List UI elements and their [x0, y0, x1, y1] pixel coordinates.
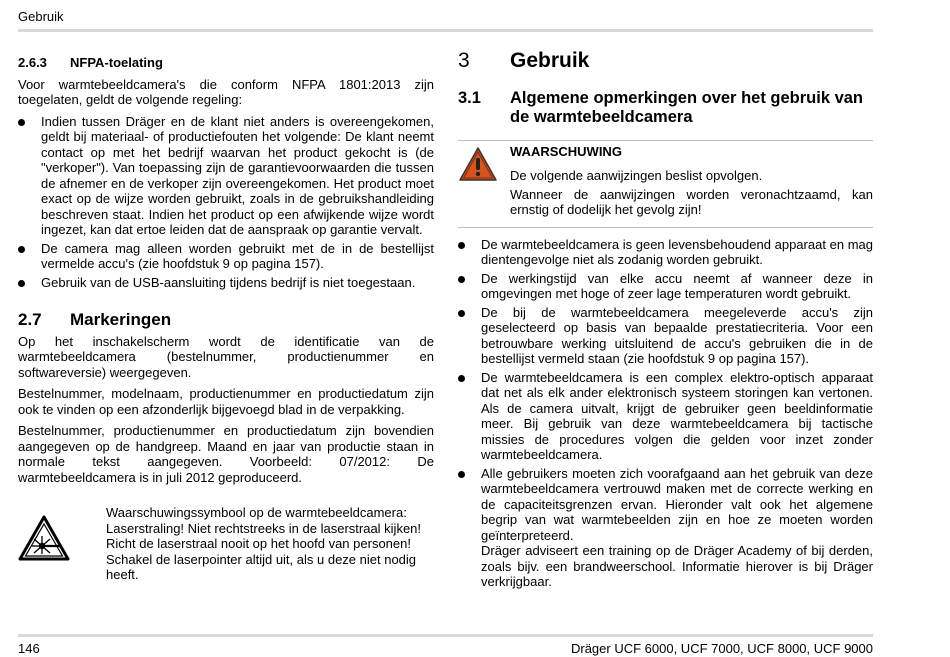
- section-number: 2.7: [18, 310, 42, 329]
- list-item: De camera mag alleen worden gebruikt met de in de bestellijst vermelde accu's (zie hoofdstuk 9 op pagina 157).: [18, 241, 434, 272]
- list-item: Indien tussen Dräger en de klant niet anders is overeengekomen, geldt bij materiaal- of productiefouten het volgende: De klant neemt contact op met het bedrijf waarvan het product gekocht is (de "verkoper"). Van toepassing zijn de garantievoorwaarden die tussen de afnemer en de verkoper zijn overeengekomen. Het product moet exact op de wijze worden gebruikt, zoals in de gebruikshandleiding beschreven staat. Indien het product op een afwijkende wijze wordt ingezet, kan dat ertoe leiden dat de aanspraak op garantie vervalt.: [18, 114, 434, 238]
- laser-warning-text: [106, 505, 434, 583]
- left-column: [18, 48, 434, 583]
- usage-bullet-list: [458, 237, 873, 590]
- header-rule: [18, 29, 873, 32]
- warning-title: WAARSCHUWING: [510, 143, 622, 159]
- bullet-icon: [458, 276, 465, 283]
- laser-line: Schakel de laserpointer altijd uit, als u deze niet nodig heeft.: [106, 551, 417, 582]
- section-title: NFPA-toelating: [70, 55, 163, 70]
- section-title: Algemene opmerkingen over het gebruik van de warmtebeeldcamera: [510, 88, 864, 126]
- warning-triangle-icon: [458, 144, 510, 221]
- right-column: [458, 48, 873, 593]
- nfpa-bullet-list: [18, 114, 434, 291]
- bullet-icon: [458, 242, 465, 249]
- list-item: De warmtebeeldcamera is een complex elektro-optisch apparaat dat net als elk ander elektronisch systeem storingen kan vertonen. Als de camera uitvalt, krijgt de gebruiker geen beeldinformatie meer. Bij gebruik van deze warmtebeeldcamera bij tactische missies de procedures volgen die gelden voor inzet zonder warmtebeeldcamera.: [458, 370, 873, 463]
- bullet-icon: [18, 119, 25, 126]
- bullet-icon: [18, 280, 25, 287]
- bullet-icon: [18, 246, 25, 253]
- bullet-icon: [458, 471, 465, 478]
- section-number: 3.1: [458, 88, 481, 107]
- footer-rule: [18, 634, 873, 637]
- section-title: Markeringen: [70, 310, 172, 329]
- paragraph: Bestelnummer, modelnaam, productienummer en productiedatum zijn ook te vinden op een afzonderlijk bijgevoegd blad in de verpakking.: [18, 386, 434, 417]
- laser-warning-icon: [18, 505, 106, 583]
- bullet-icon: [458, 310, 465, 317]
- warning-body: [510, 144, 873, 221]
- section-heading-2-6-3: [18, 55, 434, 71]
- footer-product-name: Dräger UCF 6000, UCF 7000, UCF 8000, UCF 9000: [570, 641, 873, 656]
- section-number: 2.6.3: [18, 55, 47, 70]
- page-header-title: Gebruik: [18, 9, 64, 24]
- laser-line: Waarschuwingssymbool op de warmtebeeldcamera:: [106, 505, 407, 520]
- chapter-number: 3: [458, 49, 470, 72]
- section-heading-2-7: [18, 312, 434, 328]
- paragraph: Op het inschakelscherm wordt de identificatie van de warmtebeeldcamera (bestelnummer, productienummer en softwareversie) weergegeven.: [18, 333, 434, 380]
- warning-box: [458, 140, 873, 228]
- warning-line: Wanneer de aanwijzingen worden veronachtzaamd, kan ernstig of dodelijk het gevolg zijn!: [510, 186, 873, 217]
- paragraph: Bestelnummer, productienummer en productiedatum zijn bovendien aangegeven op de handgreep. Maand en jaar van productie staan in normale tekst aangegeven. Voorbeeld: 07/2012: De warmtebeeldcamera is in juli 2012 geproduceerd.: [18, 423, 434, 485]
- page-number: 146: [18, 641, 40, 656]
- chapter-heading: [458, 49, 873, 72]
- laser-line: Laserstraling! Niet rechtstreeks in de laserstraal kijken!: [106, 520, 422, 536]
- list-item: De warmtebeeldcamera is geen levensbehoudend apparaat en mag dientengevolge niet als zodanig worden gebruikt.: [458, 237, 873, 268]
- bullet-icon: [458, 375, 465, 382]
- chapter-title: Gebruik: [510, 49, 590, 72]
- laser-warning-block: [18, 505, 434, 583]
- section-heading-3-1: [458, 89, 873, 127]
- laser-line: Richt de laserstraal nooit op het hoofd van personen!: [106, 536, 411, 551]
- list-item: De bij de warmtebeeldcamera meegeleverde accu's zijn geselecteerd op basis van bepaalde prestatiecriteria. Voor een betrouwbare werking uitsluitend de accu's gebruiken die in de bestellijst vermeld staan (zie hoofdstuk 9 op pagina 157).: [458, 305, 873, 367]
- list-item: De werkingstijd van elke accu neemt af wanneer deze in omgevingen met hoge of zeer lage temperaturen wordt gebruikt.: [458, 271, 873, 302]
- list-item: Alle gebruikers moeten zich voorafgaand aan het gebruik van deze warmtebeeldcamera vertrouwd maken met de correcte werking en de capaciteitsgrenzen ervan. Hieronder valt ook het algemene begrip van wat warmtebeelden zijn en hoe ze moeten worden geïnterpreteerd. Dräger adviseert een training op de Dräger Academy of bij derden, zoals bijv. een brandweerschool. Informatie hierover is bij Dräger verkrijgbaar.: [458, 466, 873, 590]
- nfpa-intro: Voor warmtebeeldcamera's die conform NFPA 1801:2013 zijn toegelaten, geldt de volgende regeling:: [18, 76, 434, 107]
- warning-line: De volgende aanwijzingen beslist opvolgen.: [510, 168, 763, 183]
- bullet-continuation: Dräger adviseert een training op de Dräger Academy of bij derden, zoals bijv. een brandweerschool. Informatie hierover is bij Dräger verkrijgbaar.: [481, 543, 873, 589]
- list-item: Gebruik van de USB-aansluiting tijdens bedrijf is niet toegestaan.: [18, 275, 434, 291]
